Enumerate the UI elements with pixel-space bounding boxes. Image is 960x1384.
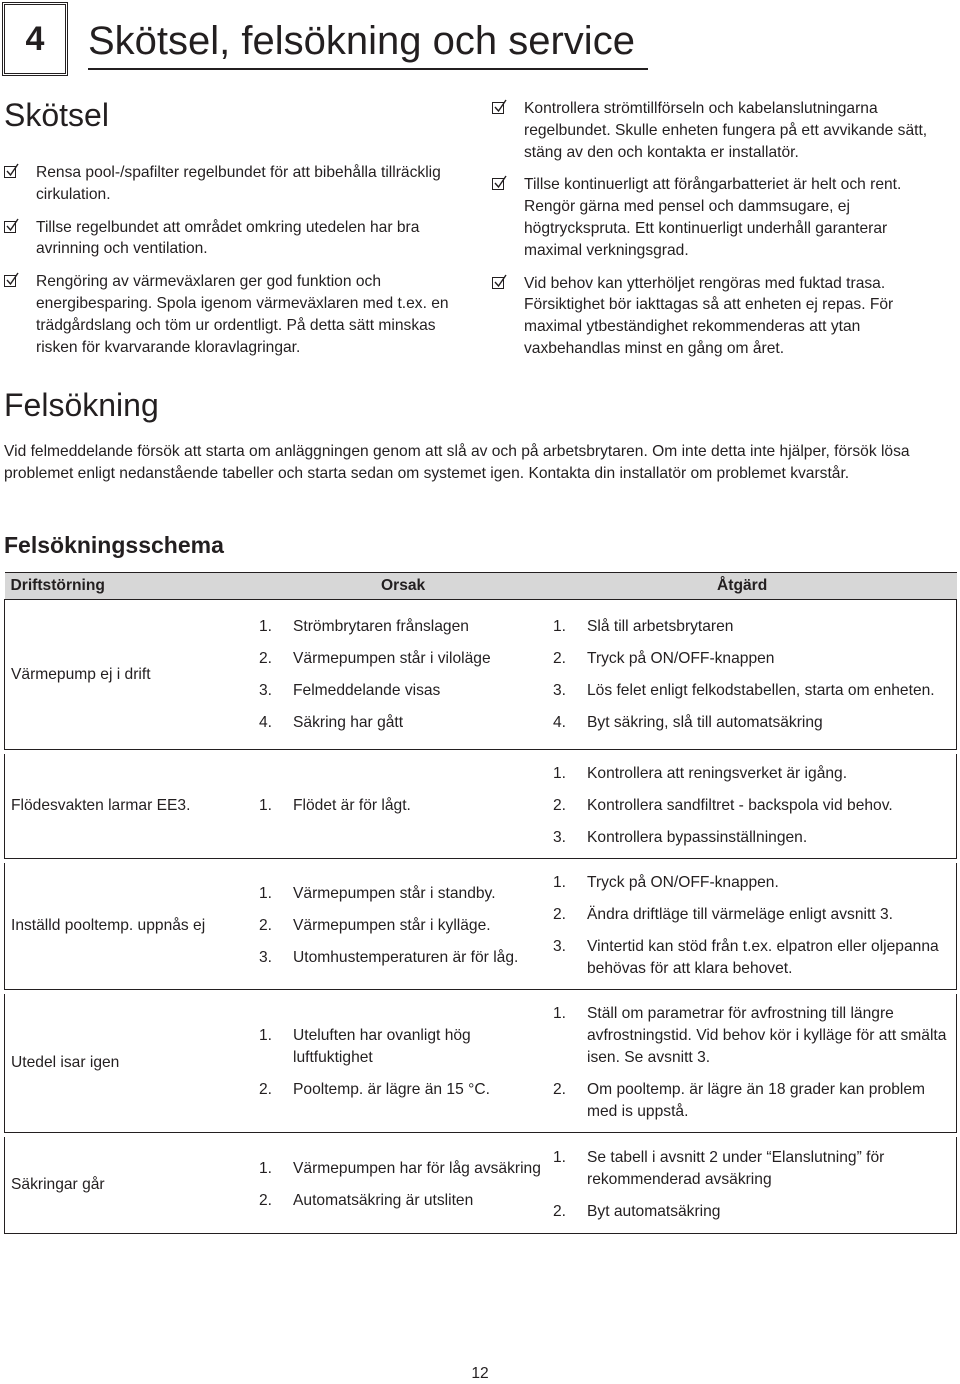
item-text: Utomhustemperaturen är för låg. xyxy=(293,949,519,966)
checklist-item-text: Tillse kontinuerligt att förångarbatteriet är helt och rent. Rengör gärna med pensel och dammsugare, ej högtryckspruta. Ett kontinuerligt underhåll garanterar maximal verkningsgrad. xyxy=(524,176,902,259)
item-text: Om pooltemp. är lägre än 18 grader kan problem med is uppstå. xyxy=(587,1081,926,1120)
column-header-cause: Orsak xyxy=(255,573,545,600)
item-text: Tryck på ON/OFF-knappen xyxy=(587,649,775,667)
item-text: Byt automatsäkring xyxy=(587,1202,721,1220)
checklist-right xyxy=(492,98,938,360)
item-number: 2. xyxy=(259,649,273,667)
checked-box-icon xyxy=(4,275,16,287)
item-number: 1. xyxy=(259,1159,273,1177)
numbered-list xyxy=(553,607,956,743)
table-row xyxy=(5,994,957,1133)
item-number: 1. xyxy=(553,617,567,635)
item-text: Uteluften har ovanligt hög luftfuktighet xyxy=(293,1027,471,1066)
item-number: 3. xyxy=(259,949,273,966)
item-text: Ställ om parametrar för avfrostning till längre avfrostningstid. Vid behov kör i kylläge för att smälta isen. Se avsnitt 3. xyxy=(587,1005,947,1066)
checked-box-icon xyxy=(492,102,504,114)
numbered-list xyxy=(259,1016,545,1110)
checklist-item xyxy=(4,271,474,358)
numbered-list xyxy=(553,863,956,989)
cause-cell xyxy=(255,863,545,990)
checked-box-icon xyxy=(4,221,16,233)
item-number: 2. xyxy=(553,649,567,667)
numbered-list-item xyxy=(259,910,545,942)
item-text: Se tabell i avsnitt 2 under “Elanslutning” för rekommenderad avsäkring xyxy=(587,1148,885,1188)
action-cell xyxy=(545,754,957,859)
numbered-list-item xyxy=(553,822,956,854)
item-number: 1. xyxy=(259,797,273,814)
table-header-row xyxy=(5,573,957,600)
numbered-list-item xyxy=(553,707,956,739)
numbered-list-item xyxy=(553,899,956,931)
item-text: Vintertid kan stöd från t.ex. elpatron eller oljepanna behövas för att klara behovet. xyxy=(587,938,939,977)
numbered-list xyxy=(259,874,545,978)
item-number: 1. xyxy=(259,885,273,902)
numbered-list-item xyxy=(259,878,545,910)
cause-cell xyxy=(255,994,545,1133)
checked-box-icon xyxy=(492,277,504,289)
troubleshooting-intro: Vid felmeddelande försök att starta om anläggningen genom att slå av och på arbetsbrytaren. Om inte detta inte hjälper, försök lösa problemet enligt nedanstående tabeller och starta sedan om systemet igen. Kontakta din installatör om problemet kvarstår. xyxy=(4,443,910,483)
numbered-list-item xyxy=(553,1196,956,1228)
numbered-list-item xyxy=(553,643,956,675)
numbered-list xyxy=(553,1138,956,1232)
checked-box-icon xyxy=(492,178,504,190)
chapter-title: Skötsel, felsökning och service xyxy=(88,14,648,70)
item-text: Slå till arbetsbrytaren xyxy=(587,617,734,635)
item-text: Lös felet enligt felkodstabellen, starta om enheten. xyxy=(587,681,935,699)
numbered-list-item xyxy=(259,1020,545,1074)
item-number: 3. xyxy=(553,938,567,955)
action-cell xyxy=(545,994,957,1133)
numbered-list-item xyxy=(259,675,545,707)
action-cell xyxy=(545,863,957,990)
item-text: Kontrollera sandfiltret - backspola vid behov. xyxy=(587,797,893,814)
numbered-list xyxy=(553,994,956,1132)
item-text: Flödet är för lågt. xyxy=(293,797,411,814)
numbered-list-item xyxy=(553,931,956,985)
numbered-list-item xyxy=(553,1074,956,1128)
column-header-action: Åtgärd xyxy=(545,573,957,600)
item-number: 3. xyxy=(553,829,567,846)
item-number: 1. xyxy=(553,874,567,891)
numbered-list-item xyxy=(553,1142,956,1196)
checklist-item-text: Vid behov kan ytterhöljet rengöras med fuktad trasa. Försiktighet bör iakttagas så att enheten ej repas. För maximal ytbeständighet rekommenderas att ytan vaxbehandlas minst en gång om året. xyxy=(524,274,894,357)
column-header-fault: Driftstörning xyxy=(5,573,256,600)
item-number: 2. xyxy=(553,797,567,814)
item-number: 1. xyxy=(553,765,567,782)
table-row xyxy=(5,600,957,750)
numbered-list-item xyxy=(553,867,956,899)
checklist-item xyxy=(492,98,938,163)
item-text: Säkring har gått xyxy=(293,713,404,731)
numbered-list-item xyxy=(553,758,956,790)
fault-cell: Säkringar går xyxy=(5,1137,256,1233)
item-number: 2. xyxy=(259,1081,273,1098)
item-text: Ändra driftläge till värmeläge enligt avsnitt 3. xyxy=(587,906,893,923)
numbered-list-item xyxy=(553,675,956,707)
item-text: Felmeddelande visas xyxy=(293,681,441,699)
fault-cell: Inställd pooltemp. uppnås ej xyxy=(5,863,256,990)
item-number: 2. xyxy=(553,1081,567,1098)
item-number: 2. xyxy=(553,1202,567,1220)
numbered-list-item xyxy=(259,1074,545,1106)
chapter-number-box xyxy=(2,2,68,76)
item-text: Värmepumpen står i viloläge xyxy=(293,649,491,667)
item-number: 1. xyxy=(259,617,273,635)
item-number: 2. xyxy=(259,1191,273,1209)
checklist-item xyxy=(492,174,938,261)
section-heading-skotsel: Skötsel xyxy=(4,97,109,133)
item-number: 1. xyxy=(553,1005,567,1022)
item-text: Automatsäkring är utsliten xyxy=(293,1191,474,1209)
action-cell xyxy=(545,1137,957,1233)
item-number: 3. xyxy=(553,681,567,699)
item-number: 1. xyxy=(553,1148,567,1166)
troubleshooting-table xyxy=(4,572,957,1234)
numbered-list xyxy=(259,1149,545,1221)
action-cell xyxy=(545,600,957,750)
chapter-number: 4 xyxy=(25,19,45,58)
numbered-list-item xyxy=(553,998,956,1074)
checklist-left xyxy=(4,162,474,358)
item-number: 2. xyxy=(259,917,273,934)
numbered-list-item xyxy=(259,1153,545,1185)
numbered-list xyxy=(553,754,956,858)
page-number: 12 xyxy=(471,1365,489,1382)
item-text: Värmepumpen står i standby. xyxy=(293,885,496,902)
numbered-list-item xyxy=(259,790,545,822)
checklist-item xyxy=(492,273,938,360)
checklist-item-text: Kontrollera strömtillförseln och kabelanslutningarna regelbundet. Skulle enheten fungera på ett avvikande sätt, stäng av den och kontakta er installatör. xyxy=(524,100,928,161)
item-text: Värmepumpen står i kylläge. xyxy=(293,917,491,934)
item-number: 1. xyxy=(259,1027,273,1044)
numbered-list-item xyxy=(259,707,545,739)
item-text: Värmepumpen har för låg avsäkring xyxy=(293,1159,541,1177)
item-text: Pooltemp. är lägre än 15 °C. xyxy=(293,1081,490,1098)
numbered-list-item xyxy=(259,942,545,974)
numbered-list-item xyxy=(259,643,545,675)
item-text: Strömbrytaren frånslagen xyxy=(293,617,469,635)
table-row xyxy=(5,754,957,859)
fault-cell: Värmepump ej i drift xyxy=(5,600,256,750)
item-text: Kontrollera att reningsverket är igång. xyxy=(587,765,848,782)
numbered-list-item xyxy=(553,611,956,643)
checklist-item xyxy=(4,162,474,206)
item-text: Byt säkring, slå till automatsäkring xyxy=(587,713,823,731)
item-number: 3. xyxy=(259,681,273,699)
fault-cell: Flödesvakten larmar EE3. xyxy=(5,754,256,859)
checklist-item-text: Tillse regelbundet att området omkring utedelen har bra avrinning och ventilation. xyxy=(36,218,420,258)
numbered-list xyxy=(259,607,545,743)
cause-cell xyxy=(255,600,545,750)
table-row xyxy=(5,863,957,990)
numbered-list-item xyxy=(259,611,545,643)
cause-cell xyxy=(255,1137,545,1233)
numbered-list-item xyxy=(259,1185,545,1217)
checked-box-icon xyxy=(4,166,16,178)
item-text: Tryck på ON/OFF-knappen. xyxy=(587,874,779,891)
checklist-item-text: Rengöring av värmeväxlaren ger god funktion och energibesparing. Spola igenom värmeväxlaren med t.ex. en trädgårdslang och töm ur ordentligt. På detta sätt minskas risken för kvarvarande kloravlagringar. xyxy=(36,273,449,356)
numbered-list-item xyxy=(553,790,956,822)
table-row xyxy=(5,1137,957,1233)
item-text: Kontrollera bypassinställningen. xyxy=(587,829,808,846)
section-heading-felsokning: Felsökning xyxy=(4,387,159,423)
checklist-item-text: Rensa pool-/spafilter regelbundet för att bibehålla tillräcklig cirkulation. xyxy=(36,164,441,203)
item-number: 2. xyxy=(553,906,567,923)
checklist-item xyxy=(4,217,474,261)
fault-cell: Utedel isar igen xyxy=(5,994,256,1133)
cause-cell xyxy=(255,754,545,859)
item-number: 4. xyxy=(553,713,567,731)
item-number: 4. xyxy=(259,713,273,731)
table-heading: Felsökningsschema xyxy=(4,532,224,558)
numbered-list xyxy=(259,786,545,826)
